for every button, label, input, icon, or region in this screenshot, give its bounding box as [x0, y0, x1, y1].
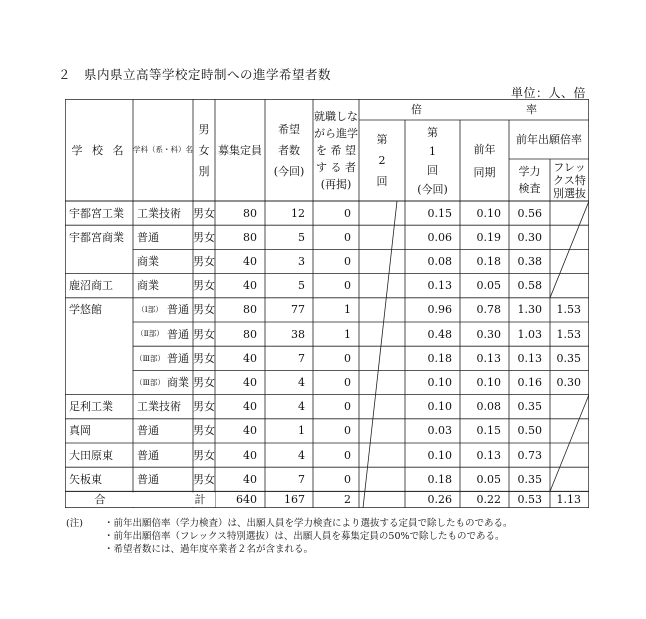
gender: 男女	[193, 400, 215, 414]
rate-prev-same: 0.10	[476, 375, 501, 389]
school-name: 真岡	[69, 424, 91, 438]
capacity: 40	[243, 375, 257, 389]
school-name: 大田原東	[69, 448, 113, 462]
school-name: 矢板東	[69, 472, 102, 486]
school-name: 宇都宮商業	[69, 230, 124, 244]
working-applicants: 1	[344, 303, 351, 317]
header-flex: フレッ クス特 別選抜	[553, 160, 586, 200]
rate-academic: 0.38	[517, 254, 542, 268]
rate-flex: 1.53	[556, 303, 581, 317]
rate-academic: 0.73	[517, 448, 542, 462]
dept-part: （Ⅰ部）	[137, 305, 163, 315]
rate-prev-same: 0.05	[476, 279, 501, 293]
capacity: 80	[243, 327, 257, 341]
applicants: 5	[298, 230, 305, 244]
capacity: 40	[243, 254, 257, 268]
rate-prev-same: 0.18	[476, 254, 501, 268]
rate-round1: 0.15	[427, 206, 452, 220]
header-gender: 男 女 別	[198, 122, 210, 178]
school-name: 足利工業	[69, 400, 113, 414]
rate-academic: 0.13	[517, 351, 542, 365]
total-round1: 0.26	[427, 493, 452, 507]
note-1: ・前年出願倍率（学力検査）は、出願人員を学力検査により選抜する定員で除したものである。	[104, 518, 513, 529]
rate-round1: 0.96	[427, 303, 452, 317]
gender: 男女	[193, 279, 215, 293]
capacity: 40	[243, 448, 257, 462]
dept-name: 商業	[137, 254, 159, 268]
dept-name: 普通	[167, 303, 189, 317]
gender: 男女	[193, 230, 215, 244]
total-prev-same: 0.22	[476, 493, 501, 507]
working-applicants: 0	[344, 424, 351, 438]
dept-name: 普通	[137, 472, 159, 486]
working-applicants: 0	[344, 472, 351, 486]
dept-name: 工業技術	[137, 206, 181, 220]
notes	[66, 517, 513, 556]
header-rate-bai: 倍	[411, 103, 422, 116]
total-capacity: 640	[236, 493, 257, 507]
capacity: 80	[243, 230, 257, 244]
rate-round1: 0.18	[427, 472, 452, 486]
applicants: 4	[298, 375, 305, 389]
page-title: ２ 県内県立高等学校定時制への進学希望者数	[58, 67, 332, 82]
working-applicants: 1	[344, 327, 351, 341]
rate-academic: 1.03	[517, 327, 542, 341]
working-applicants: 0	[344, 254, 351, 268]
rate-round1: 0.03	[427, 424, 452, 438]
applicants: 3	[298, 254, 305, 268]
working-applicants: 0	[344, 351, 351, 365]
note-3: ・希望者数には、過年度卒業者２名が含まれる。	[104, 544, 314, 555]
dept-part: （Ⅱ部）	[136, 329, 164, 339]
capacity: 80	[243, 206, 257, 220]
rate-academic: 0.35	[517, 400, 542, 414]
gender: 男女	[193, 327, 215, 341]
rate-prev-same: 0.19	[476, 230, 501, 244]
dept-name: 普通	[137, 448, 159, 462]
dept-name: 普通	[137, 424, 159, 438]
total-flex: 1.13	[556, 493, 581, 507]
header-round1: 第 1 回 (今回)	[417, 125, 448, 196]
dept-part: （Ⅲ部）	[135, 377, 165, 387]
rate-round1: 0.13	[427, 279, 452, 293]
capacity: 40	[243, 472, 257, 486]
rate-round1: 0.10	[427, 375, 452, 389]
dept-name: 商業	[137, 279, 159, 293]
rate-prev-same: 0.30	[476, 327, 501, 341]
notes-label: (注)	[66, 518, 83, 529]
applicants: 4	[298, 448, 305, 462]
rate-academic: 0.58	[517, 279, 542, 293]
rate-round1: 0.06	[427, 230, 452, 244]
capacity: 40	[243, 400, 257, 414]
dept-name: 普通	[167, 351, 189, 365]
rate-round1: 0.18	[427, 351, 452, 365]
rate-prev-same: 0.13	[476, 448, 501, 462]
gender: 男女	[193, 206, 215, 220]
rate-round1: 0.10	[427, 400, 452, 414]
rate-academic: 0.56	[517, 206, 542, 220]
header-prev-final: 前年出願倍率	[516, 133, 582, 146]
applicants: 7	[298, 472, 305, 486]
school-name: 鹿沼商工	[69, 279, 113, 293]
rate-prev-same: 0.13	[476, 351, 501, 365]
capacity: 40	[243, 351, 257, 365]
rate-round1: 0.10	[427, 448, 452, 462]
header-rate-ritsu: 率	[526, 103, 537, 116]
working-applicants: 0	[344, 400, 351, 414]
applicants: 1	[298, 424, 305, 438]
total-label-right: 計	[194, 493, 206, 507]
gender: 男女	[193, 424, 215, 438]
gender: 男女	[193, 375, 215, 389]
gender: 男女	[193, 303, 215, 317]
total-applicants: 167	[284, 493, 305, 507]
working-applicants: 0	[344, 230, 351, 244]
capacity: 40	[243, 279, 257, 293]
rate-round1: 0.48	[427, 327, 452, 341]
rate-academic: 0.35	[517, 472, 542, 486]
header-capacity: 募集定員	[218, 143, 262, 157]
total-label-left: 合	[94, 493, 106, 507]
rate-academic: 0.30	[517, 230, 542, 244]
header-dept: 学科（系・科）名	[133, 145, 193, 155]
rate-academic: 1.30	[517, 303, 542, 317]
dept-name: 普通	[167, 327, 189, 341]
unit-label: 単位：人、倍	[510, 86, 586, 100]
school-name: 宇都宮工業	[69, 206, 124, 220]
working-applicants: 0	[344, 448, 351, 462]
school-name: 学悠館	[69, 303, 102, 317]
rate-academic: 0.50	[517, 424, 542, 438]
rate-prev-same: 0.10	[476, 206, 501, 220]
applicants: 12	[291, 206, 305, 220]
header-academic: 学力 検査	[518, 165, 541, 195]
applicants: 7	[298, 351, 305, 365]
applicants-table	[65, 99, 589, 508]
capacity: 40	[243, 424, 257, 438]
capacity: 80	[243, 303, 257, 317]
gender: 男女	[193, 351, 215, 365]
working-applicants: 0	[344, 375, 351, 389]
rate-prev-same: 0.05	[476, 472, 501, 486]
total-working: 2	[344, 493, 351, 507]
header-working: 就職しな がら進学 を 希 望 す る 者 (再掲)	[314, 109, 358, 191]
gender: 男女	[193, 254, 215, 268]
header-round2: 第 2 回	[376, 133, 388, 188]
dept-name: 商業	[167, 375, 189, 389]
rate-academic: 0.16	[517, 375, 542, 389]
dept-part: （Ⅲ部）	[135, 353, 165, 363]
gender: 男女	[193, 448, 215, 462]
total-academic: 0.53	[517, 493, 542, 507]
rate-prev-same: 0.78	[476, 303, 501, 317]
grid-line	[363, 201, 397, 508]
rate-round1: 0.08	[427, 254, 452, 268]
rate-flex: 0.35	[556, 351, 581, 365]
applicants: 77	[291, 303, 305, 317]
applicants: 38	[291, 327, 305, 341]
header-applicants: 希望 者数 (今回)	[273, 122, 305, 178]
dept-name: 工業技術	[137, 400, 181, 414]
applicants: 5	[298, 279, 305, 293]
working-applicants: 0	[344, 206, 351, 220]
note-2: ・前年出願倍率（フレックス特別選抜）は、出願人員を募集定員の50%で除したものである。	[104, 531, 505, 542]
rate-flex: 1.53	[556, 327, 581, 341]
header-school: 学 校 名	[71, 143, 127, 157]
rate-prev-same: 0.15	[476, 424, 501, 438]
header-prev-same: 前年 同期	[473, 142, 496, 179]
rate-prev-same: 0.08	[476, 400, 501, 414]
applicants: 4	[298, 400, 305, 414]
gender: 男女	[193, 472, 215, 486]
rate-flex: 0.30	[556, 375, 581, 389]
working-applicants: 0	[344, 279, 351, 293]
dept-name: 普通	[137, 230, 159, 244]
